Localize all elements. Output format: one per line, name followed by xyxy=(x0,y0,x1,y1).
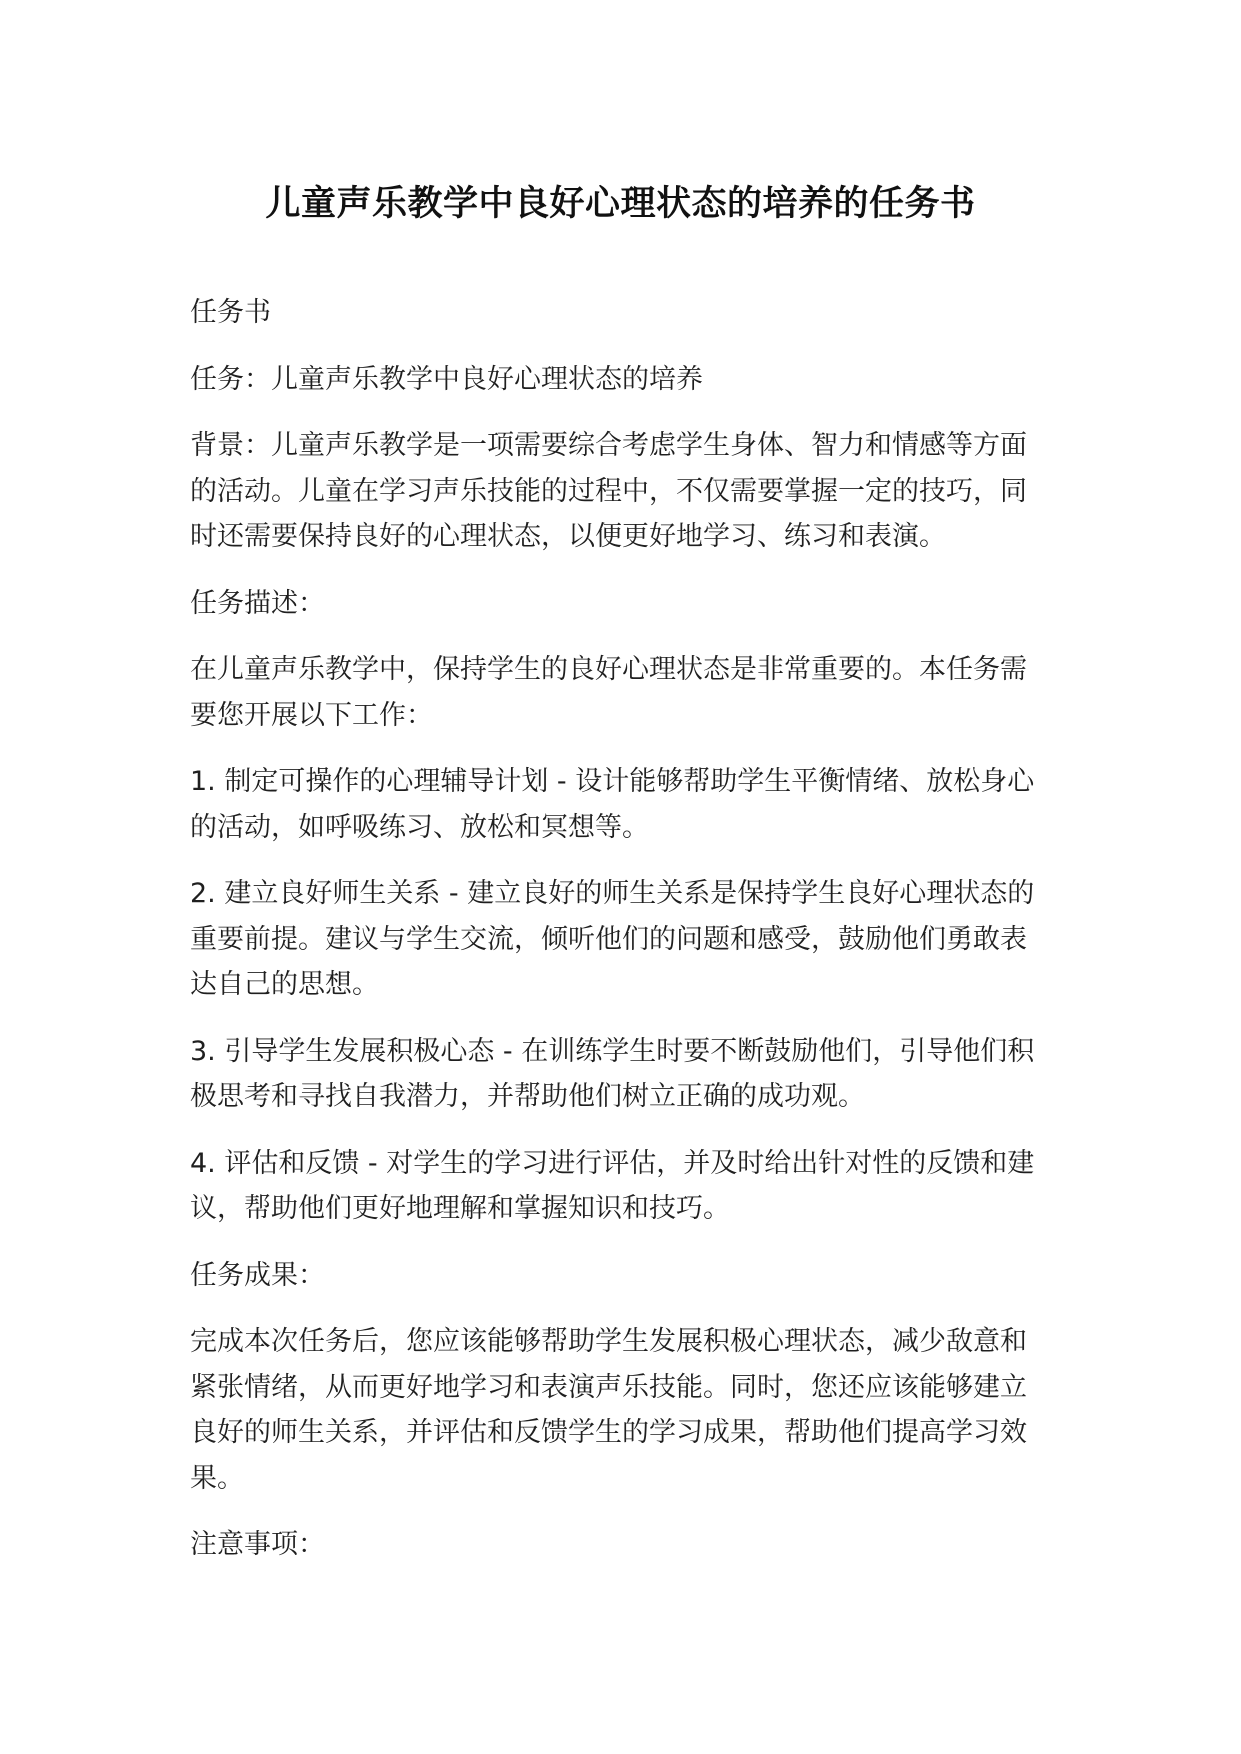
paragraph-task-description: 在儿童声乐教学中，保持学生的良好心理状态是非常重要的。本任务需要您开展以下工作： xyxy=(190,654,1027,731)
list-item-3: 3. 引导学生发展积极心态 - 在训练学生时要不断鼓励他们，引导他们积极思考和寻找自我潜力，并帮助他们树立正确的成功观。 xyxy=(190,1035,1035,1112)
paragraph-heading-notes: 注意事项： xyxy=(190,1529,325,1560)
document-body xyxy=(190,290,1045,1589)
paragraph-background: 背景：儿童声乐教学是一项需要综合考虑学生身体、智力和情感等方面的活动。儿童在学习声乐技能的过程中，不仅需要掌握一定的技巧，同时还需要保持良好的心理状态，以便更好地学习、练习和表演。 xyxy=(190,430,1027,552)
list-item-4: 4. 评估和反馈 - 对学生的学习进行评估，并及时给出针对性的反馈和建议，帮助他们更好地理解和掌握知识和技巧。 xyxy=(190,1147,1035,1224)
document-title: 儿童声乐教学中良好心理状态的培养的任务书 xyxy=(265,184,976,224)
list-item-1: 1. 制定可操作的心理辅导计划 - 设计能够帮助学生平衡情绪、放松身心的活动，如呼吸练习、放松和冥想等。 xyxy=(190,766,1035,843)
paragraph-task: 任务：儿童声乐教学中良好心理状态的培养 xyxy=(190,363,703,395)
paragraph-task-results: 完成本次任务后，您应该能够帮助学生发展积极心理状态，减少敌意和紧张情绪，从而更好地学习和表演声乐技能。同时，您还应该能够建立良好的师生关系，并评估和反馈学生的学习成果，帮助他们提高学习效果。 xyxy=(190,1326,1027,1494)
paragraph-heading-task-description: 任务描述： xyxy=(190,587,325,619)
paragraph-heading-task-results: 任务成果： xyxy=(190,1259,325,1291)
list-item-2: 2. 建立良好师生关系 - 建立良好的师生关系是保持学生良好心理状态的重要前提。建议与学生交流，倾听他们的问题和感受，鼓励他们勇敢表达自己的思想。 xyxy=(190,878,1035,1000)
paragraph-heading-task-book: 任务书 xyxy=(190,297,271,328)
